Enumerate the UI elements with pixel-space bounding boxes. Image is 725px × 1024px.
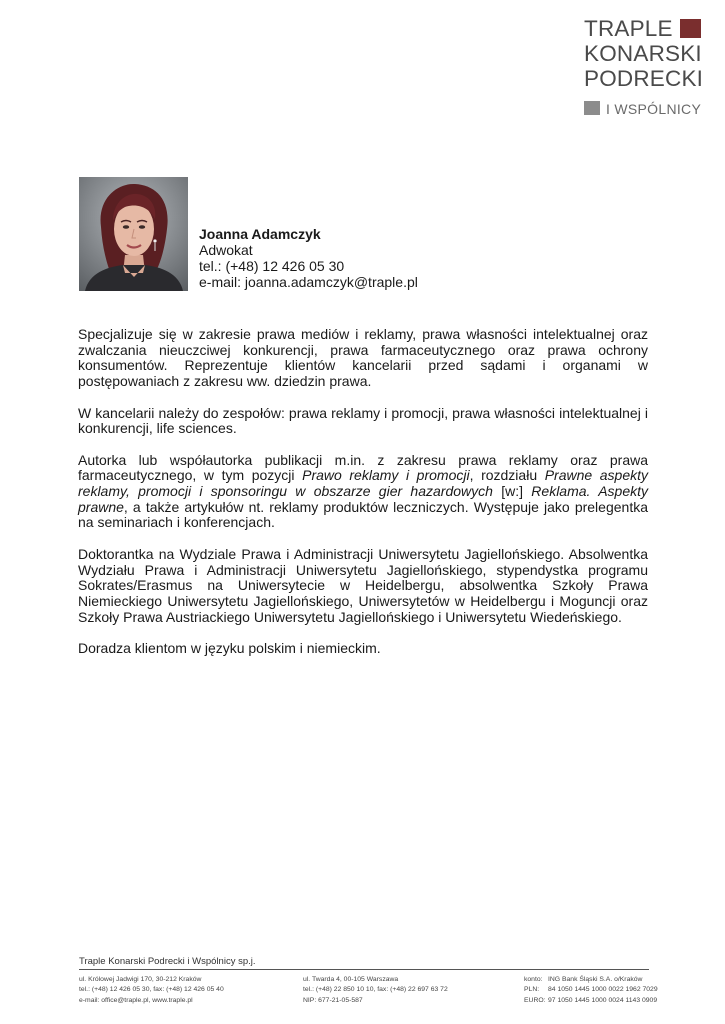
footer-firm-name: Traple Konarski Podrecki i Wspólnicy sp.j. (79, 956, 256, 967)
bio-paragraph-education: Doktorantka na Wydziale Prawa i Administracji Uniwersytetu Jagiellońskiego. Absolwentka Wydziału Prawa i Administracji Uniwersytetu Jagiellońskiego, stypendystka programu Sokrates/Erasmus na Uniwersytecie w Heidelbergu, absolwentka Szkoły Prawa Niemieckiego Uniwersytetu Jagiellońskiego, Uniwersytetów w Heidelbergu i Moguncji oraz Szkoły Prawa Austriackiego Uniwersytetu Jagiellońskiego i Uniwersytetu Wiedeńskiego. (78, 545, 648, 625)
bank-euro-row (524, 996, 658, 1006)
bank-euro-label: EURO: (524, 996, 546, 1004)
pub-title-3: Reklama. Aspekty prawne (78, 483, 648, 515)
bank-pln-label: PLN: (524, 986, 540, 994)
pub-text-c: , rozdziału (469, 467, 545, 484)
bio-paragraph-languages: Doradza klientom w języku polskim i niemieckim. (78, 640, 381, 656)
profile-photo (79, 177, 188, 291)
bank-euro-value: 97 1050 1445 1000 0024 1143 0909 (548, 996, 658, 1004)
bank-account-label: konto: (524, 976, 543, 983)
warsaw-phone: tel.: (+48) 22 850 10 10, fax: (+48) 22 697 63 72 (303, 986, 448, 994)
logo-line-1: TRAPLE (584, 16, 673, 41)
pub-title-2: Prawne aspekty reklamy, promocji i sponsoringu w obszarze gier hazardowych (78, 467, 649, 499)
bank-account-row (524, 975, 658, 985)
logo-red-square (680, 19, 701, 38)
pub-title-1: Prawo reklamy i promocji (302, 467, 470, 484)
bio-paragraph-publications (78, 453, 648, 532)
footer-bank-details (524, 975, 658, 1006)
logo-line-4: I WSPÓLNICY (606, 101, 702, 117)
logo-line-3: PODRECKI (584, 66, 704, 91)
warsaw-address: ul. Twarda 4, 00-105 Warszawa (303, 976, 399, 983)
warsaw-nip: NIP: 677-21-05-587 (303, 996, 363, 1004)
person-phone: tel.: (+48) 12 426 05 30 (199, 258, 345, 274)
pub-text-e: [w:] (492, 483, 532, 499)
contact-block (199, 226, 418, 290)
krakow-email[interactable]: e-mail: office@traple.pl, www.traple.pl (79, 996, 193, 1004)
footer-divider (79, 969, 649, 970)
person-name: Joanna Adamczyk (199, 226, 321, 242)
logo-line-2-wrap (584, 41, 714, 66)
logo-subline (584, 101, 714, 117)
logo-line-2: KONARSKI (584, 41, 702, 66)
bio-paragraph-specialization: Specjalizuje się w zakresie prawa mediów i reklamy, prawa własności intelektualnej oraz zwalczania nieuczciwej konkurencji, prawa farmaceutycznego oraz prawa ochrony konsumentów. Reprezentuje klientów kancelarii przed sądami i organami w postępowaniach z zakresu ww. dziedzin prawa. (78, 326, 648, 390)
bank-pln-row (524, 985, 658, 995)
krakow-address: ul. Królowej Jadwigi 170, 30-212 Kraków (79, 976, 202, 983)
footer-warsaw-office (303, 975, 448, 1006)
portrait-illustration (79, 177, 188, 291)
person-email[interactable]: e-mail: joanna.adamczyk@traple.pl (199, 274, 418, 290)
logo-gray-square (584, 101, 600, 115)
pub-text-a: Autorka lub współautorka publikacji m.in. z zakresu prawa reklamy oraz prawa farmaceutycznego, w tym pozycji (78, 451, 648, 484)
pub-text-g: , a także artykułów nt. reklamy produktów leczniczych. Występuje jako prelegentka na seminariach i konferencjach. (78, 498, 648, 531)
footer-krakow-office (79, 975, 224, 1006)
bank-pln-value: 84 1050 1445 1000 0022 1962 7029 (548, 986, 658, 994)
bio-paragraph-teams: W kancelarii należy do zespołów: prawa reklamy i promocji, prawa własności intelektualnej i konkurencji, life sciences. (78, 404, 648, 437)
krakow-phone: tel.: (+48) 12 426 05 30, fax: (+48) 12 426 05 40 (79, 986, 224, 994)
person-title: Adwokat (199, 242, 253, 258)
bank-account-value: ING Bank Śląski S.A. o/Kraków (548, 976, 643, 983)
biography (78, 327, 648, 672)
